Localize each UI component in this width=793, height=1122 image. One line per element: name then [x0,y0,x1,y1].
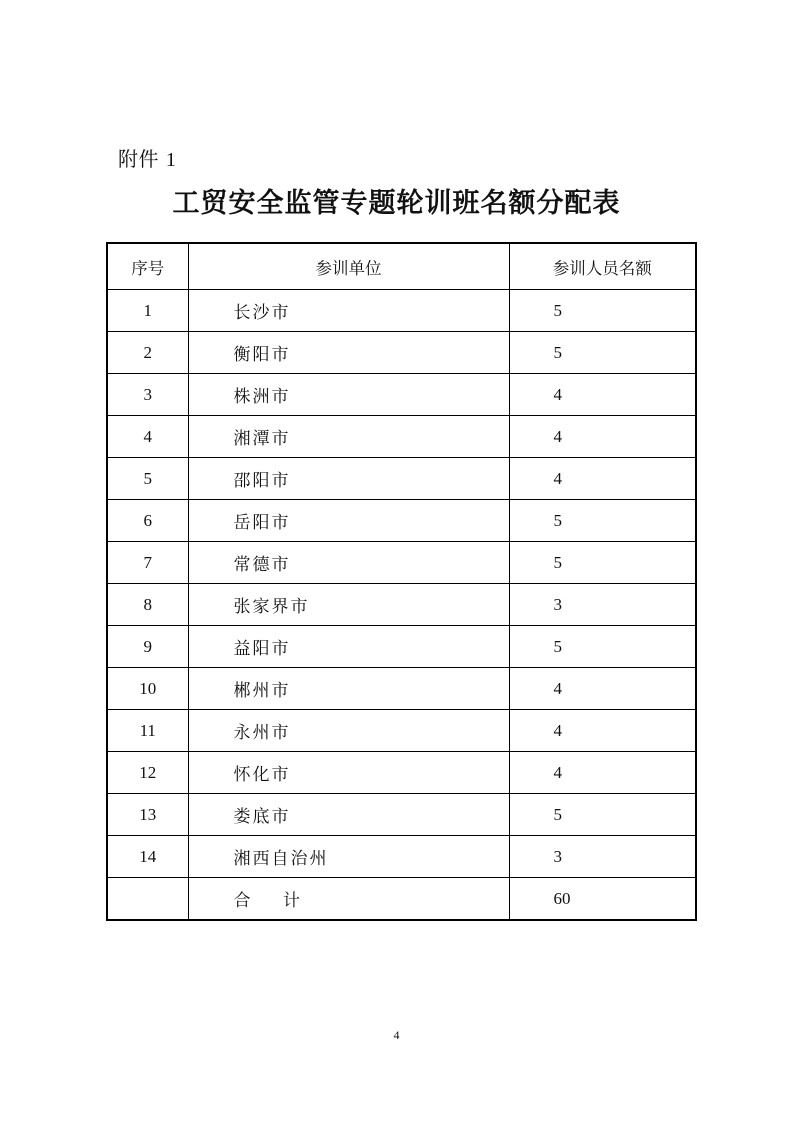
table-row [107,374,696,416]
row-count: 4 [509,416,696,458]
row-count: 3 [509,836,696,878]
row-unit: 常德市 [188,542,509,584]
table-row [107,500,696,542]
row-count: 5 [509,332,696,374]
row-unit: 湘西自治州 [188,836,509,878]
document-title: 工贸安全监管专题轮训班名额分配表 [172,188,621,219]
total-label: 合 计 [188,878,509,921]
row-index: 8 [107,584,188,626]
row-unit: 郴州市 [188,668,509,710]
row-count: 4 [509,668,696,710]
row-index: 1 [107,290,188,332]
total-count: 60 [509,878,696,921]
table-row [107,542,696,584]
table-row [107,794,696,836]
row-count: 4 [509,752,696,794]
table-row [107,668,696,710]
row-index: 7 [107,542,188,584]
row-unit: 娄底市 [188,794,509,836]
row-unit: 永州市 [188,710,509,752]
row-index: 11 [107,710,188,752]
row-count: 5 [509,542,696,584]
row-unit: 怀化市 [188,752,509,794]
header-unit: 参训单位 [188,243,509,290]
table-header-row [107,243,696,290]
row-count: 4 [509,710,696,752]
row-count: 4 [509,374,696,416]
table-row [107,752,696,794]
table-row [107,710,696,752]
row-unit: 湘潭市 [188,416,509,458]
table-row [107,626,696,668]
row-count: 5 [509,626,696,668]
row-index: 4 [107,416,188,458]
row-unit: 株洲市 [188,374,509,416]
total-row [107,878,696,921]
row-index: 3 [107,374,188,416]
row-index: 13 [107,794,188,836]
header-index: 序号 [107,243,188,290]
page-number: 4 [393,1028,400,1042]
row-index: 5 [107,458,188,500]
quota-table [106,242,697,921]
row-unit: 益阳市 [188,626,509,668]
table-row [107,416,696,458]
row-unit: 衡阳市 [188,332,509,374]
table-row [107,332,696,374]
row-unit: 张家界市 [188,584,509,626]
row-count: 5 [509,794,696,836]
row-index: 9 [107,626,188,668]
row-unit: 邵阳市 [188,458,509,500]
table-row [107,836,696,878]
table-row [107,584,696,626]
header-count: 参训人员名额 [509,243,696,290]
attachment-label [118,143,176,172]
row-count: 5 [509,500,696,542]
attachment-number: 1 [165,149,177,171]
row-index: 6 [107,500,188,542]
attachment-text: 附件 [118,147,159,171]
row-unit: 岳阳市 [188,500,509,542]
row-index: 14 [107,836,188,878]
row-count: 4 [509,458,696,500]
total-index [107,878,188,921]
table-row [107,458,696,500]
row-index: 2 [107,332,188,374]
row-index: 12 [107,752,188,794]
table-row [107,290,696,332]
row-unit: 长沙市 [188,290,509,332]
row-count: 3 [509,584,696,626]
row-index: 10 [107,668,188,710]
row-count: 5 [509,290,696,332]
